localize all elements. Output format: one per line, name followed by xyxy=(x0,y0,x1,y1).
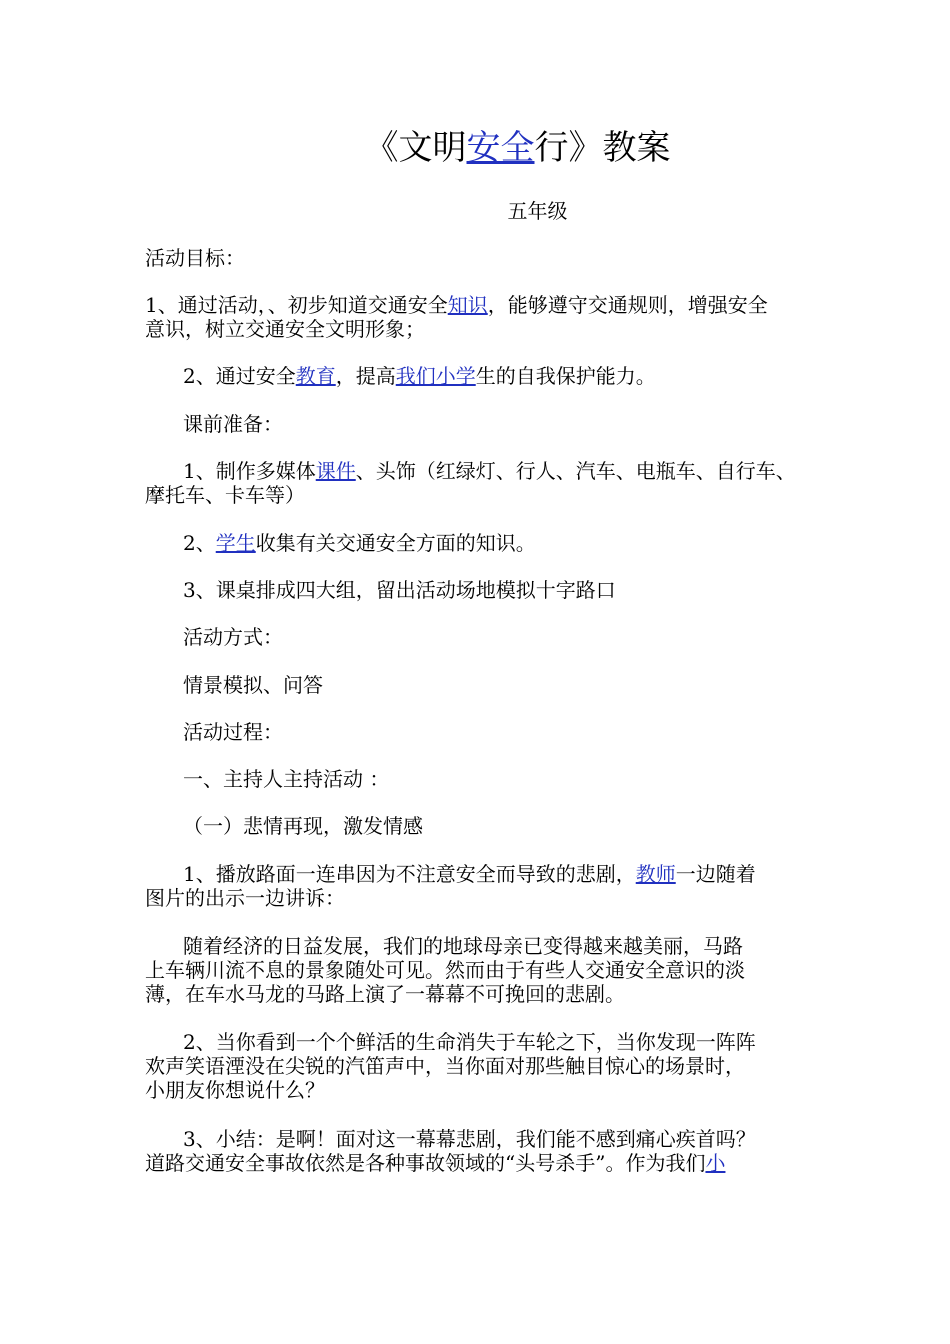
paragraph-objectives-heading: 活动目标： xyxy=(145,246,245,270)
summary-line1: 3、小结：是啊！面对这一幕幕悲剧，我们能不感到痛心疾首吗？ xyxy=(183,1127,756,1151)
paragraph-preparation-heading: 课前准备： xyxy=(183,412,283,436)
link-small[interactable]: 小 xyxy=(705,1151,726,1175)
objective-2-mid: ，提高 xyxy=(335,364,396,388)
paragraph-preparation-3: 3、课桌排成四大组，留出活动场地模拟十字路口 xyxy=(183,578,616,602)
preparation-1-after: 、头饰（红绿灯、行人、汽车、电瓶车、自行车、 xyxy=(355,459,796,483)
objective-2-text: 2、通过安全 xyxy=(183,364,296,388)
objective-1-text-cont: ，能够遵守交通规则，增强安全 xyxy=(487,293,768,317)
link-courseware[interactable]: 课件 xyxy=(315,459,356,483)
title-text-before: 《文明 xyxy=(364,128,467,168)
preparation-1-line2: 摩托车、卡车等） xyxy=(145,483,305,507)
narration-line2: 上车辆川流不息的景象随处可见。然而由于有些人交通安全意识的淡 xyxy=(145,958,745,982)
summary-line2: 道路交通安全事故依然是各种事故领域的“头号杀手”。作为我们 xyxy=(145,1151,706,1175)
step-2-line2: 欢声笑语湮没在尖锐的汽笛声中，当你面对那些触目惊心的场景时， xyxy=(145,1054,745,1078)
narration-line1: 随着经济的日益发展，我们的地球母亲已变得越来越美丽，马路 xyxy=(183,934,743,958)
link-students[interactable]: 学生 xyxy=(215,531,256,555)
step-2-line3: 小朋友你想说什么？ xyxy=(145,1078,325,1102)
link-education[interactable]: 教育 xyxy=(295,364,336,388)
paragraph-method-heading: 活动方式： xyxy=(183,625,283,649)
paragraph-preparation-2 xyxy=(145,531,848,555)
narration-line3: 薄，在车水马龙的马路上演了一幕幕不可挽回的悲剧。 xyxy=(145,982,625,1006)
title-text-after: 行》教案 xyxy=(534,128,671,168)
paragraph-narration xyxy=(145,934,810,1006)
paragraph-section-1: （一）悲情再现，激发情感 xyxy=(183,814,423,838)
paragraph-objective-2 xyxy=(145,364,848,388)
paragraph-step-1 xyxy=(145,862,810,910)
objective-2-after: 生的自我保护能力。 xyxy=(475,364,656,388)
link-teacher[interactable]: 教师 xyxy=(635,862,676,886)
paragraph-objective-1 xyxy=(145,293,810,341)
preparation-2-text: 2、 xyxy=(183,531,216,555)
objective-1-line2: 意识，树立交通安全文明形象； xyxy=(145,317,425,341)
step-1-line2: 图片的出示一边讲诉： xyxy=(145,886,345,910)
link-knowledge[interactable]: 知识 xyxy=(447,293,488,317)
objective-1-text: 1、通过活动，、初步知道交通安全 xyxy=(145,293,448,317)
link-our-primary-school[interactable]: 我们小学 xyxy=(395,364,476,388)
grade-label: 五年级 xyxy=(507,199,568,223)
step-1-text: 1、播放路面一连串因为不注意安全而导致的悲剧， xyxy=(183,862,636,886)
title-link-safety[interactable]: 安全 xyxy=(466,128,535,168)
step-1-after: 一边随着 xyxy=(675,862,756,886)
document-title xyxy=(145,124,810,172)
step-2-line1: 2、当你看到一个个鲜活的生命消失于车轮之下，当你发现一阵阵 xyxy=(183,1030,756,1054)
paragraph-step-2 xyxy=(145,1030,810,1102)
preparation-2-after: 收集有关交通安全方面的知识。 xyxy=(255,531,536,555)
preparation-1-text: 1、制作多媒体 xyxy=(183,459,316,483)
paragraph-summary xyxy=(145,1127,810,1175)
paragraph-preparation-1 xyxy=(145,459,810,507)
paragraph-host-activity: 一、主持人主持活动 ： xyxy=(183,767,390,791)
paragraph-process-heading: 活动过程： xyxy=(183,720,283,744)
paragraph-method: 情景模拟、问答 xyxy=(183,673,323,697)
